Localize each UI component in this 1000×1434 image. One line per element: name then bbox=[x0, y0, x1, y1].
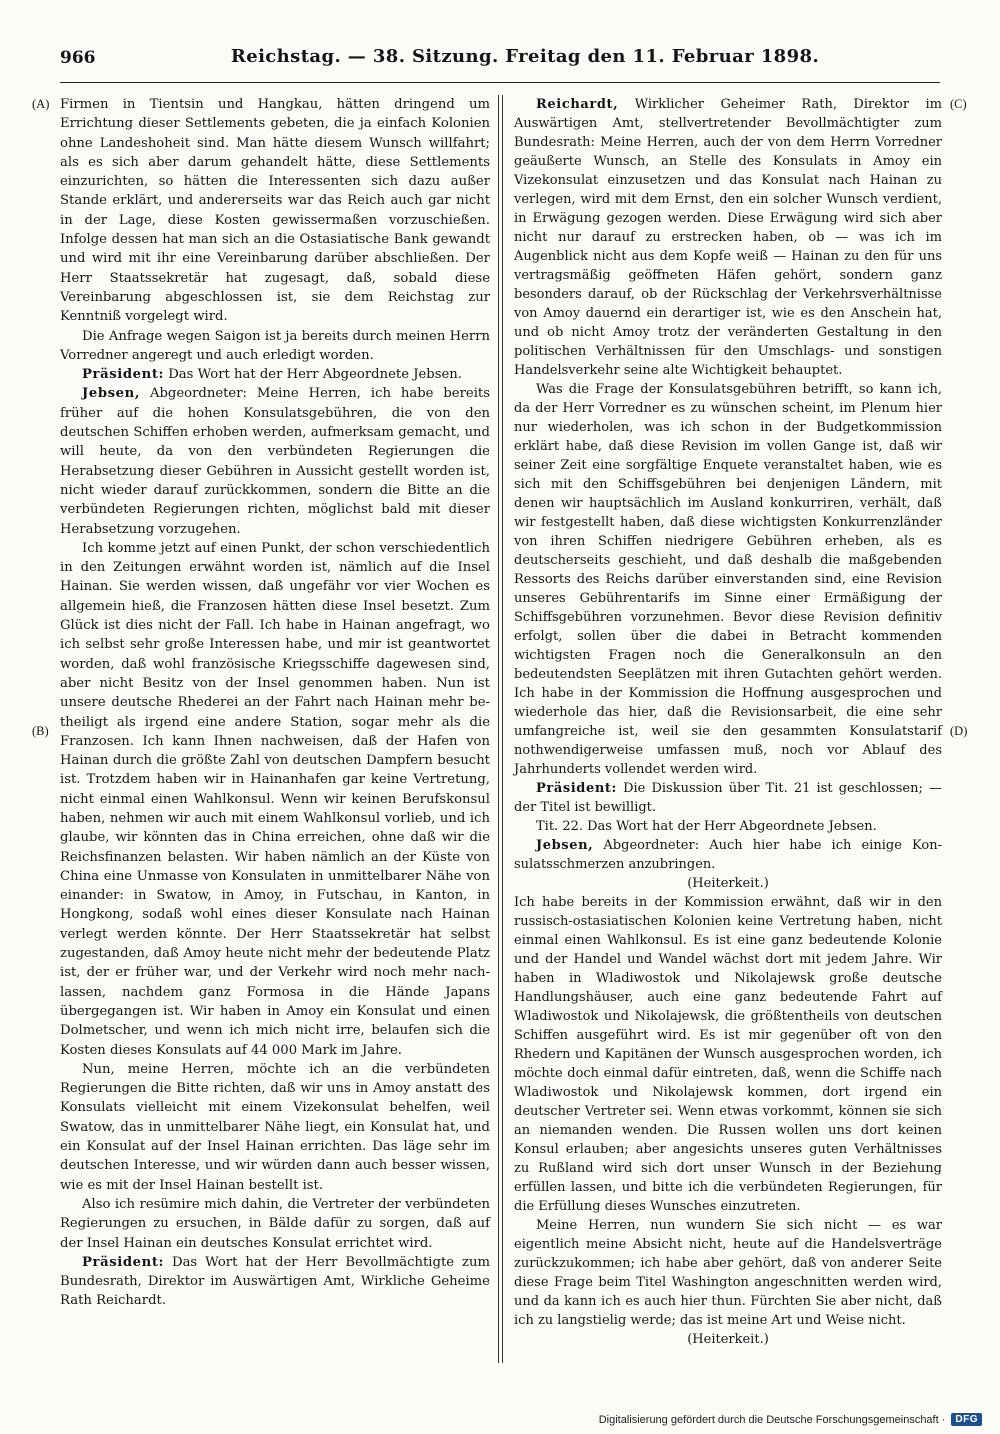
paragraph bbox=[60, 1253, 490, 1311]
paragraph bbox=[514, 893, 942, 1216]
paragraph bbox=[60, 384, 490, 538]
right-column bbox=[514, 95, 942, 1349]
paragraph bbox=[514, 380, 942, 779]
margin-marker-c: (C) bbox=[950, 97, 967, 111]
paragraph bbox=[514, 95, 942, 380]
margin-marker-a: (A) bbox=[32, 97, 50, 111]
running-header bbox=[60, 42, 940, 83]
margin-marker-b: (B) bbox=[32, 724, 49, 738]
speaker-name: Reichardt, bbox=[536, 97, 619, 112]
running-title: Reichstag. — 38. Sitzung. Freitag den 11. Februar 1898. bbox=[230, 46, 820, 67]
paragraph-text: Firmen in Tientsin und Hangkau, hätten dringend um Errichtung dieser Settlements gebeten, die ja einfach Kolonien ohne Landeshoheit sind. Man hätte diesem Wunsch willfahrt; als es sich aber darum gehandelt hätte, diese Settlements einzurichten, so hätten die Interessenten sich dazu außer Stande erklärt, und andererseits war das Reich auch gar nicht in der Lage, diese Kosten gewissermaßen vorzuschießen. Infolge dessen hat man sich an die Ostasiatische Bank gewandt und wird mit ihr eine Vereinbarung darüber abschließen. Der Herr Staatssekretär hat zugesagt, daß, sobald diese Vereinbarung abgeschlossen ist, sie dem Reichstag zur Kenntniß vorgelegt wird. bbox=[60, 97, 490, 325]
paragraph-text: Die Anfrage wegen Saigon ist ja bereits durch meinen Herrn Vorredner angeregt und auch erledigt worden. bbox=[60, 328, 490, 363]
left-column bbox=[60, 95, 490, 1311]
speaker-name: Jebsen, bbox=[536, 838, 594, 853]
paragraph-text: Ich komme jetzt auf einen Punkt, der schon verschiedentlich in den Zeitungen erwähnt worden ist, nämlich auf die Insel Hainan. Sie werden wissen, daß ungefähr vor vier Wochen es allgemein hieß, die Franzosen hätten diese Insel besetzt. Zum Glück ist dies nicht der Fall. Ich habe in Hainan angefragt, wo ich selbst sehr große Interessen habe, und mir ist geantwortet worden, daß wohl französische Kriegsschiffe dagewesen sind, aber nicht Besitz von der Insel genommen haben. Nun ist unsere deutsche Rhederei an der Fahrt nach Hainan mehr betheiligt als irgend eine andere Station, sogar mehr als die Franzosen. Ich kann Ihnen nachweisen, daß der Hafen von Hainan durch die größte Zahl von deutschen Dampfern besucht ist. Trotzdem haben wir in Hainanhafen gar keine Vertretung, nicht einmal einen Wahlkonsul. Wenn wir keinen Berufskonsul haben, nehmen wir auch mit einem Wahlkonsul vorlieb, und ich glaube, wir könnten das in China erreichen, ohne daß wir die Reichsfinanzen belasten. Wir haben nämlich an der Küste von China eine Unmasse von Konsulaten in unmittelbarer Nähe von einander: in Swatow, in Amoy, in Futschau, in Kanton, in Hongkong, sodaß wohl eines dieser Konsulate nach Hainan verlegt werden könnte. Der Herr Staatssekretär hat selbst zugestanden, daß Amoy heute nicht mehr der bedeutende Platz ist, der er früher war, und der Verkehr wird noch mehr nachlassen, nachdem ganz Formosa in die Hände Japans übergegangen ist. Wir haben in Amoy ein Konsulat und einen Dolmetscher, und wenn ich mich nicht irre, belaufen sich die Kosten dieses Konsulats auf 44 000 Mark im Jahre. bbox=[60, 540, 490, 1058]
speaker-name: Präsident: bbox=[82, 367, 165, 383]
paragraph bbox=[514, 836, 942, 874]
paragraph-text: Das Wort hat der Herr Bevollmächtigte zum Bundesrath, Direktor im Auswärtigen Amt, Wirkliche Geheime Rath Reichardt. bbox=[60, 1254, 490, 1309]
paragraph bbox=[60, 95, 490, 327]
paragraph bbox=[60, 539, 490, 1060]
paragraph bbox=[60, 365, 490, 384]
paragraph-text: Das Wort hat der Herr Abgeordnete Jebsen. bbox=[168, 367, 462, 383]
paragraph-text: Tit. 22. Das Wort hat der Herr Abgeordnete Jebsen. bbox=[536, 819, 877, 834]
speaker-name: Jebsen, bbox=[82, 386, 141, 402]
page-number: 966 bbox=[60, 48, 96, 68]
paragraph bbox=[514, 1216, 942, 1330]
paragraph-text: Abgeordneter: Auch hier habe ich einige Konsulatsschmerzen anzubringen. bbox=[514, 838, 942, 872]
paragraph bbox=[60, 1060, 490, 1195]
paragraph-text: Die Diskussion über Tit. 21 ist geschlossen; — der Titel ist bewilligt. bbox=[514, 781, 942, 815]
paragraph bbox=[514, 817, 942, 836]
paragraph-text: (Heiterkeit.) bbox=[687, 1332, 769, 1347]
paragraph bbox=[514, 874, 942, 893]
margin-marker-d: (D) bbox=[950, 724, 968, 738]
paragraph-text: (Heiterkeit.) bbox=[687, 876, 769, 891]
paragraph-text: Nun, meine Herren, möchte ich an die verbündeten Regierungen die Bitte richten, daß wir uns in Amoy anstatt des Konsulats vielleicht mit einem Vizekonsulat behelfen, weil Swatow, das in unmittelbarer Nähe liegt, ein Konsulat hat, und ein Konsulat auf der Insel Hainan errichten. Das läge sehr im deutschen Interesse, und wir würden dann auch besser wissen, wie es mit der Insel Hainan bestellt ist. bbox=[60, 1061, 490, 1193]
paragraph bbox=[60, 327, 490, 366]
paragraph-text: Was die Frage der Konsulatsgebühren betrifft, so kann ich, da der Herr Vorredner es zu wünschen scheint, im Plenum hier nur wiederholen, was ich schon in der Budgetkommission erklärt habe, daß diese Revision im vollen Gange ist, daß wir seiner Zeit eine sorgfältige Enquete veranstaltet haben, wie es sich mit den Schiffsgebühren bei denjenigen Ländern, mit denen wir hauptsächlich im Ausland konkurriren, verhält, daß wir festgestellt haben, daß diese wichtigsten Konkurrenzländer von ihren Schiffen niedrigere Gebühren erheben, als es deutscherseits geschieht, und daß deshalb die maßgebenden Ressorts des Reichs darüber einverstanden sind, eine Revision unseres Gebührentarifs im Sinne einer Ermäßigung der Schiffsgebühren vorzunehmen. Bevor diese Revision definitiv erfolgt, sollen über die dabei in Betracht kommenden wichtigsten Fragen noch die Generalkonsuln an den bedeutendsten Seeplätzen mit ihren Gutachten gehört werden. Ich habe in der Kommission die Hoffnung ausgesprochen und wiederhole das hier, daß die Revisionsarbeit, die eine sehr umfangreiche ist, weil sie den gesammten Konsulatstarif nothwendigerweise umfassen muß, noch vor Ablauf des Jahrhunderts vollendet werden wird. bbox=[514, 382, 942, 777]
dfg-logo: DFG bbox=[951, 1413, 982, 1426]
column-divider bbox=[498, 95, 503, 1363]
paragraph bbox=[514, 1330, 942, 1349]
paragraph-text: Wirklicher Geheimer Rath, Direktor im Auswärtigen Amt, stellvertretender Bevollmächtigter zum Bundesrath: Meine Herren, auch der von dem Herrn Vorredner geäußerte Wunsch, an Stelle des Konsulats in Amoy ein Vizekonsulat einzusetzen und das Konsulat nach Hainan zu verlegen, wird mit dem Ernst, den ein solcher Wunsch verdient, in Erwägung gezogen werden. Diese Erwägung wird sich aber nicht nur darauf zu erstrecken haben, ob — was ich im Augenblick nicht aus dem Kopfe weiß — Hainan zu den für uns vertragsmäßig geöffneten Häfen gehört, sondern ganz besonders darauf, ob der Rückschlag der Verkehrsverhältnisse von Amoy dauernd ein derartiger ist, wie es den Anschein hat, und ob nicht Amoy trotz der veränderten Gestaltung in den politischen Verhältnissen für den Umschlags- und sonstigen Handelsverkehr seine alte Wichtigkeit behauptet. bbox=[514, 97, 942, 378]
paragraph bbox=[514, 779, 942, 817]
paragraph bbox=[60, 1195, 490, 1253]
paragraph-text: Meine Herren, nun wundern Sie sich nicht — es war eigentlich meine Absicht nicht, heute auf die Handelsverträge zurückzukommen; ich habe aber gehört, daß von anderer Seite diese Frage beim Titel Washington angeschnitten werden wird, und da kann ich es auch hier thun. Fürchten Sie aber nicht, daß ich zu langstielig werde; das ist meine Art und Weise nicht. bbox=[514, 1218, 942, 1328]
paragraph-text: Abgeordneter: Meine Herren, ich habe bereits früher auf die hohen Konsulatsgebühren, die von den deutschen Schiffen erhoben werden, aufmerksam gemacht, und will heute, da von den verbündeten Regierungen die Herabsetzung dieser Gebühren in Aussicht gestellt worden ist, nicht wieder darauf zurückkommen, sondern die Bitte an die verbündeten Regierungen richten, möglichst bald mit dieser Herabsetzung vorzugehen. bbox=[60, 386, 490, 537]
paragraph-text: Ich habe bereits in der Kommission erwähnt, daß wir in den russisch-ostasiatischen Kolonien keine Vertretung haben, nicht einmal einen Wahlkonsul. Es ist eine ganz bedeutende Kolonie und der Handel und Wandel wächst dort mit jedem Jahre. Wir haben in Wladiwostok und Nikolajewsk große deutsche Handlungshäuser, auch eine ganz bedeutende Fahrt auf Wladiwostok und Nikolajewsk, die größtentheils von deutschen Schiffen ausgeführt wird. Es ist mir gegenüber oft von den Rhedern und Kapitänen der Wunsch ausgesprochen worden, ich möchte doch einmal dafür eintreten, daß, wenn die Schiffe nach Wladiwostok und Nikolajewsk kommen, dort irgend ein deutscher Vertreter sei. Wenn etwas vorkommt, können sie sich an niemanden wenden. Die Russen wollen uns dort keinen Konsul erlauben; aber angesichts unseres guten Verhältnisses zu Rußland wird sich dort unser Wunsch in der Beziehung erfüllen lassen, und bitte ich die verbündeten Regierungen, für die Erfüllung dieses Wunsches einzutreten. bbox=[514, 895, 942, 1214]
speaker-name: Präsident: bbox=[536, 781, 617, 796]
footer bbox=[599, 1413, 982, 1426]
speaker-name: Präsident: bbox=[82, 1254, 165, 1270]
paragraph-text: Also ich resümire mich dahin, die Vertreter der verbündeten Regierungen zu ersuchen, in Bälde dafür zu sorgen, daß auf der Insel Hainan ein deutsches Konsulat errichtet wird. bbox=[60, 1196, 490, 1251]
footer-credit: Digitalisierung gefördert durch die Deutsche Forschungsgemeinschaft · bbox=[598, 1413, 946, 1426]
